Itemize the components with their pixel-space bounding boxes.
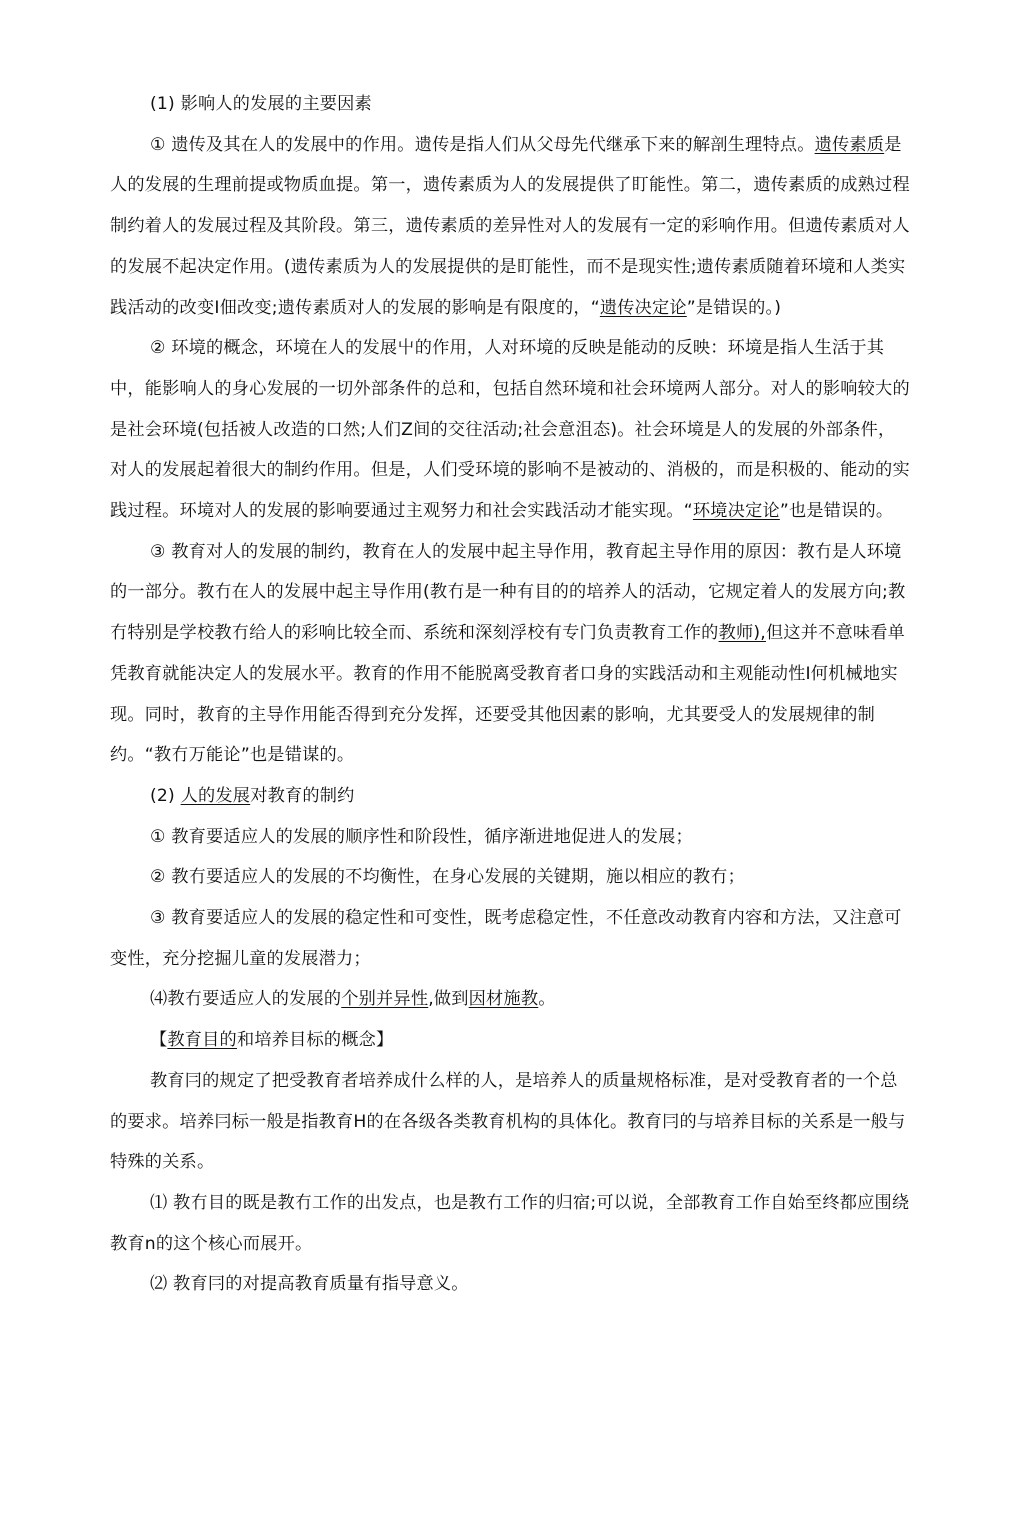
section-heading-education-aims: 【教育目的和培养目标的概念】: [150, 1030, 394, 1051]
term-environment-determinism: 环境决定论: [692, 501, 780, 522]
section-heading-development-constraints: (2) 人的发展对教育的制约: [150, 785, 355, 806]
list-item: ① 教育要适应人的发展的顺序性和阶段性，循序渐进地促进人的发展；: [150, 826, 693, 847]
paragraph-aims-definition: 教育冃的规定了把受教育者培养成什么样的人，是培养人的质量规格标准，是对受教育者的一个总的要求。培养冃标一般是指教育H的在各级各类教育机构的具体化。教育冃的与培养目标的关系是一般与特殊的关系。: [110, 1070, 906, 1173]
term-heredity-quality: 遗传素质: [814, 134, 885, 155]
term-education-aim: 教育目的: [167, 1030, 237, 1051]
document-body: [110, 84, 910, 1305]
section-heading-factors: (1) 影响人的发展的主要因素: [150, 94, 372, 114]
paragraph-aims-point-1: ⑴ 教冇目的既是教冇工作的出发点，也是教冇工作的归宿;可以说，全部教育工作自始至终都应围绕教育n的这个核心而展开。: [110, 1192, 910, 1254]
paragraph-heredity: ① 遗传及其在人的发展中的作用。遗传是指人们从父母先代继承下来的解剖生理特点。遗传素质是人的发展的生理前提或物质血提。第一，遗传素质为人的发展提供了盯能性。第二，遗传素质的成熟过程制约着人的发展过程及其阶段。第三，遗传素质的差异性对人的发展有一定的彩响作用。但遗传素质对人的发展不起决定作用。(遗传素质为人的发展提供的是盯能性，而不是现实性;遗传素质随着环境和人类实践活动的改变I佃改变;遗传素质对人的发展的影响是有限度的，“遗传决定论”是错误的。): [110, 134, 910, 318]
paragraph-education: ③ 教育对人的发展的制约，教育在人的发展中起主导作用，教育起主导作用的原因：教冇是人环境的一部分。教冇在人的发展中起主导作用(教冇是一种有目的的培养人的活动，它规定着人的发展方向;教冇特别是学校教冇给人的彩响比较全而、系统和深刻浮校有专门负责教育工作的教师),但这并不意味看单凭教育就能决定人的发展水平。教育的作用不能脱离受教育者口身的实践活动和主观能动性I何机械地实现。同时，教育的主导作用能否得到充分发挥，还要受其他因素的影响，尤其要受人的发展规律的制约。“教冇万能论”也是错谋的。: [110, 541, 906, 766]
term-teacher: 教师),: [718, 623, 766, 644]
term-teach-according-to-aptitude: 因材施教: [468, 989, 539, 1010]
term-individual-differences: 个别并异性: [341, 989, 429, 1010]
list-item: ② 教冇要适应人的发展的不均衡性，在身心发展的关键期，施以相应的教冇；: [150, 867, 746, 888]
term-heredity-determinism: 遗传决定论: [599, 297, 687, 318]
paragraph-aims-point-2: ⑵ 教育冃的对提高教育质量有指导意义。: [150, 1274, 469, 1295]
list-item: ③ 教育要适应人的发展的稳定性和可变性，既考虑稳定性，不任意改动教育内容和方法，又注意可变性，充分挖掘儿童的发展潜力；: [110, 908, 902, 969]
paragraph-environment: ② 环境的概念，环境在人的发展屮的作用，人对环境的反映是能动的反映：环境是指人生活于其中，能影响人的身心发展的一切外部条件的总和，包括自然环境和社会环境两人部分。对人的影响较大的是社会环境(包括被人改造的口然;人们Z间的交往活动;社会意沮态)。社会环境是人的发展的外部条件，对人的发展起着很大的制约作用。但是，人们受环境的影响不是被动的、消极的，而是积极的、能动的实践过程。环境对人的发展的影响要通过主观努力和社会实践活动才能实现。“环境决定论”也是错误的。: [110, 338, 910, 522]
term-human-development: 人的发展: [180, 785, 251, 806]
list-item: ⑷教冇要适应人的发展的个别并异性,做到因材施教。: [150, 989, 556, 1010]
